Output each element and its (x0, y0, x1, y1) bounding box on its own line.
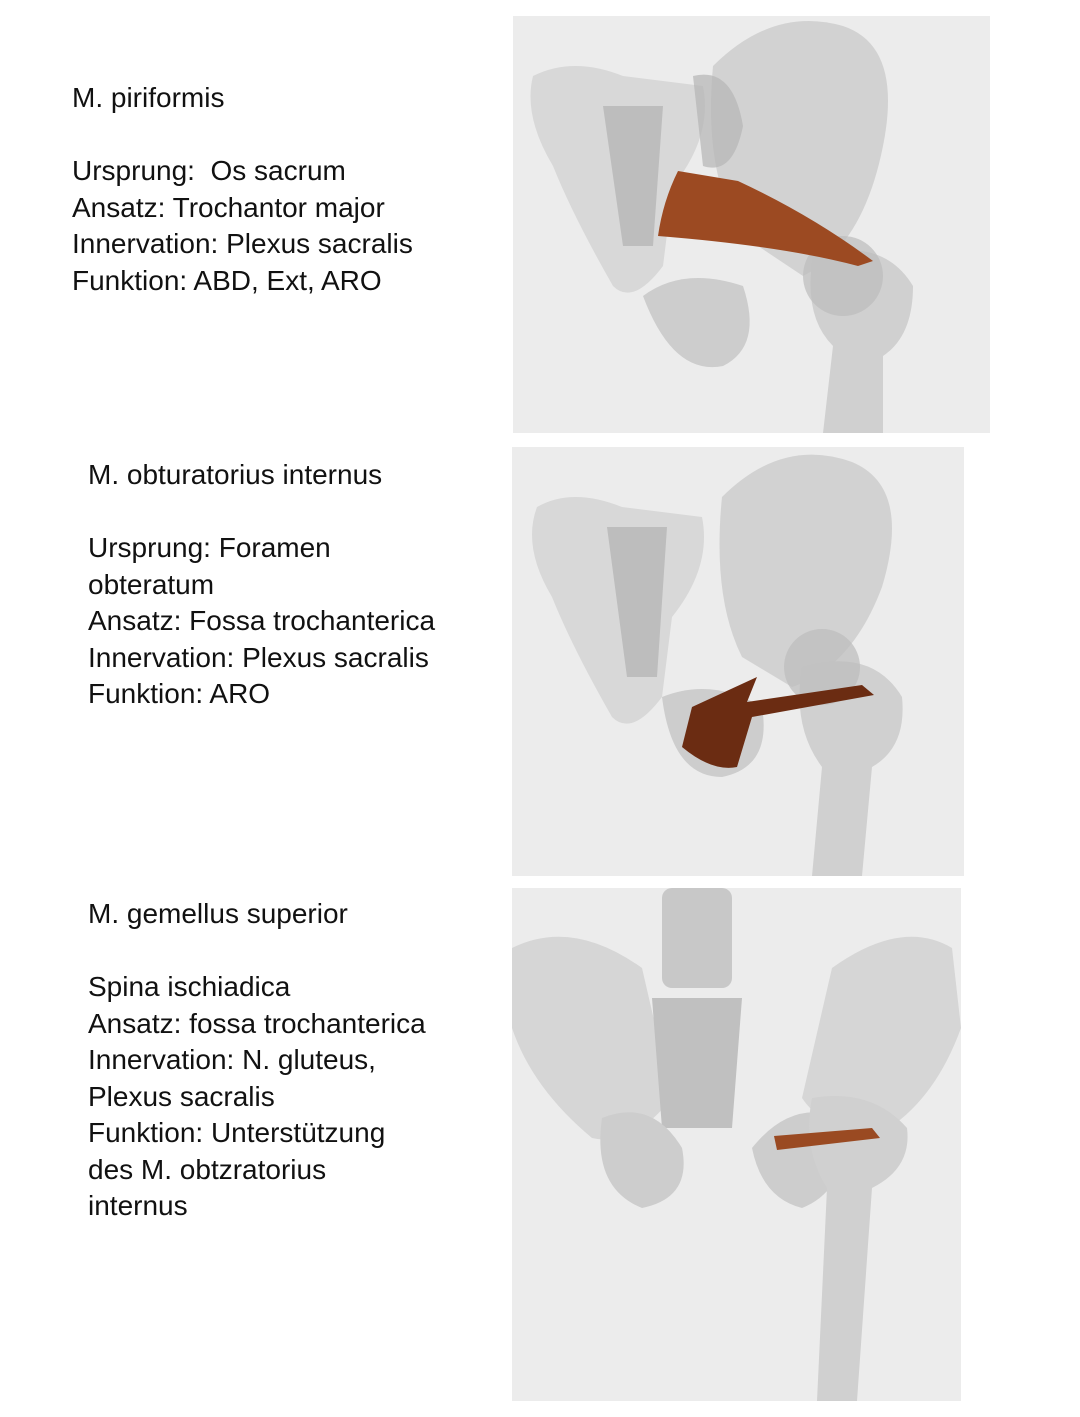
text-line: Plexus sacralis (88, 1080, 275, 1112)
muscle-title: M. gemellus superior (88, 898, 348, 929)
text-line: Funktion: ABD, Ext, ARO (72, 264, 382, 296)
text-line: internus (88, 1190, 188, 1221)
obturatorius-illustration (512, 447, 964, 876)
text-line: Funktion: ARO (88, 678, 271, 709)
section-gemellus-text (88, 896, 426, 1225)
text-line: des M. obtzratorius (88, 1153, 327, 1185)
text-line: Ansatz: Trochantor major (72, 191, 385, 223)
text-line: Innervation: Plexus sacralis (88, 641, 429, 673)
piriformis-illustration (513, 16, 990, 433)
text-line: Innervation: Plexus sacralis (72, 228, 413, 259)
text-line: Ansatz: fossa trochanterica (88, 1007, 426, 1039)
text-line: obteratum (88, 568, 215, 600)
text-line: Funktion: Unterstützung (88, 1117, 386, 1148)
section-obturatorius-text (88, 457, 435, 713)
section-piriformis-text (72, 80, 413, 299)
text-line: Ansatz: Fossa trochanterica (88, 605, 436, 636)
text-line: Innervation: N. gluteus, (88, 1044, 376, 1075)
text-line: Spina ischiadica (88, 971, 291, 1002)
muscle-title: M. piriformis (72, 82, 225, 113)
muscle-title: M. obturatorius internus (88, 459, 383, 490)
text-line: Ursprung: Os sacrum (72, 155, 346, 186)
text-line: Ursprung: Foramen (88, 532, 331, 563)
gemellus-illustration (512, 888, 961, 1401)
